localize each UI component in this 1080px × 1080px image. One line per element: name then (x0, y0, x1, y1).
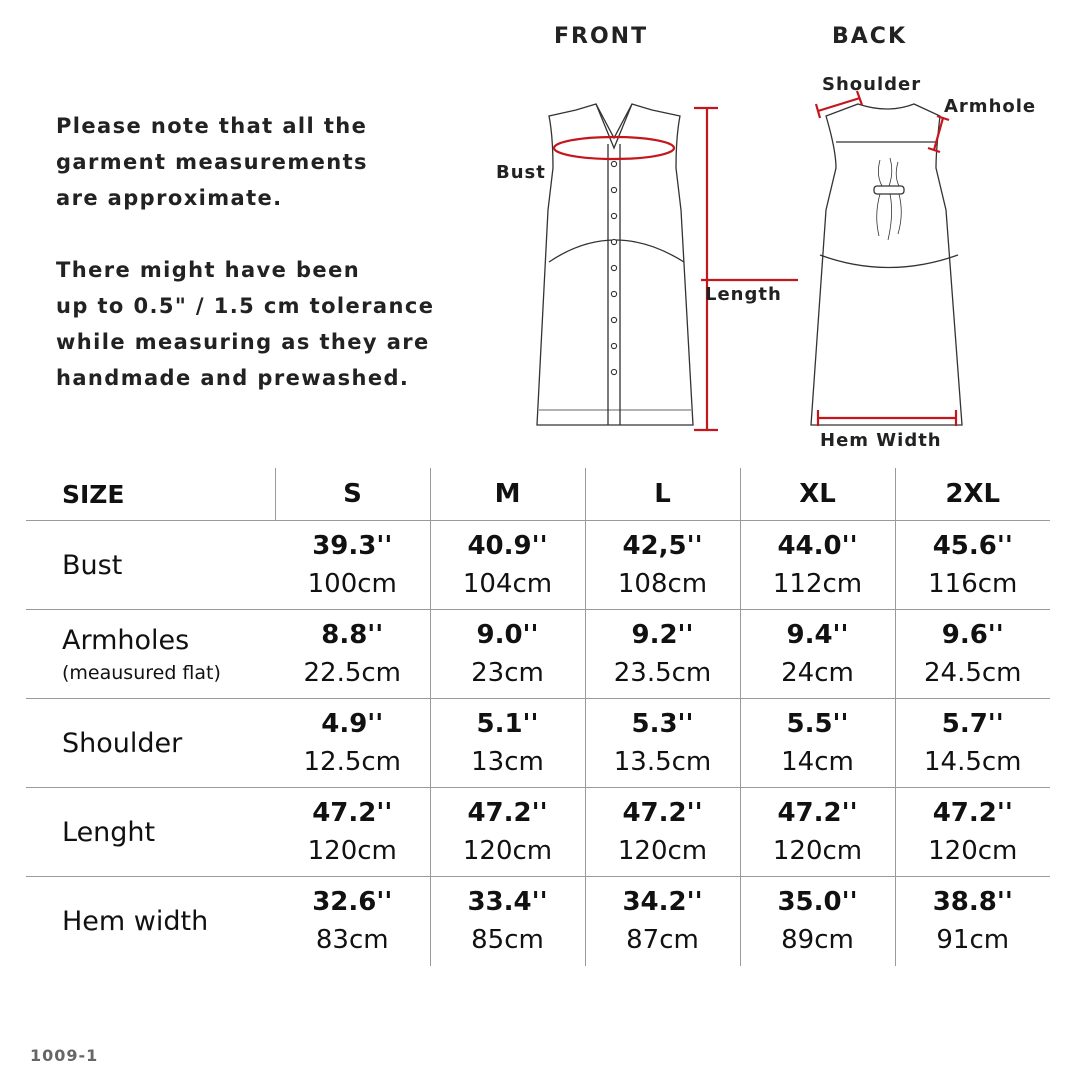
cm-value: 22.5cm (303, 658, 401, 688)
cm-value: 112cm (772, 569, 863, 599)
note-line: garment measurements (56, 150, 368, 174)
cm-value: 14cm (781, 747, 854, 777)
cm-value: 23cm (471, 658, 544, 688)
garment-diagram (0, 0, 1080, 460)
size-column-header: S (275, 468, 430, 521)
inch-value: 5.7'' (941, 709, 1004, 739)
measurement-cell (585, 877, 740, 966)
inch-value: 5.3'' (631, 709, 694, 739)
inch-value: 9.2'' (631, 620, 694, 650)
table-row (26, 610, 1050, 699)
measurement-cell (430, 610, 585, 699)
armhole-label: Armhole (944, 96, 1037, 117)
table-row (26, 521, 1050, 610)
measurement-cell (275, 788, 430, 877)
measurement-cell (895, 699, 1050, 788)
measurement-cell (740, 610, 895, 699)
length-label: Length (705, 284, 782, 305)
cm-value: 116cm (928, 569, 1018, 599)
measurement-cell (740, 877, 895, 966)
measurement-cell (895, 521, 1050, 610)
inch-value: 9.0'' (476, 620, 539, 650)
measurement-label (26, 610, 275, 699)
measurement-cell (895, 877, 1050, 966)
measurement-label (26, 877, 275, 966)
note-line: are approximate. (56, 186, 283, 210)
cm-value: 120cm (307, 836, 397, 866)
measurement-cell (275, 699, 430, 788)
cm-value: 13.5cm (613, 747, 712, 777)
inch-value: 9.4'' (786, 620, 849, 650)
measurement-cell (585, 521, 740, 610)
inch-value: 47.2'' (932, 798, 1013, 828)
inch-value: 47.2'' (622, 798, 703, 828)
inch-value: 47.2'' (467, 798, 548, 828)
note-line: handmade and prewashed. (56, 366, 410, 390)
cm-value: 24cm (781, 658, 854, 688)
armhole-marker (934, 118, 943, 150)
measurement-cell (585, 610, 740, 699)
cm-value: 91cm (936, 925, 1010, 956)
shoulder-marker (818, 98, 860, 111)
measurement-cell (740, 699, 895, 788)
measurement-name: Hem width (62, 905, 209, 937)
measurement-name: Lenght (62, 816, 156, 848)
measurement-cell (740, 788, 895, 877)
size-column-header: L (585, 468, 740, 521)
measurement-cell (430, 877, 585, 966)
cm-value: 87cm (626, 925, 699, 956)
note-line: up to 0.5" / 1.5 cm tolerance (56, 294, 435, 318)
measurement-cell (895, 788, 1050, 877)
cm-value: 23.5cm (613, 658, 712, 688)
inch-value: 5.1'' (476, 709, 539, 739)
measurement-cell (430, 699, 585, 788)
cm-value: 13cm (471, 747, 544, 777)
inch-value: 9.6'' (941, 620, 1004, 650)
note-line: Please note that all the (56, 114, 368, 138)
measurement-cell (895, 610, 1050, 699)
note-line: There might have been (56, 258, 361, 282)
table-row (26, 699, 1050, 788)
front-buttons (611, 161, 616, 374)
measurement-cell (275, 610, 430, 699)
inch-value: 32.6'' (312, 887, 393, 918)
size-column-header: 2XL (895, 468, 1050, 521)
inch-value: 42,5'' (622, 531, 703, 561)
cm-value: 108cm (617, 569, 708, 599)
measurement-cell (585, 788, 740, 877)
cm-value: 120cm (928, 836, 1018, 866)
measurement-cell (740, 521, 895, 610)
cm-value: 100cm (307, 569, 397, 599)
cm-value: 83cm (315, 925, 389, 956)
size-table-body (26, 521, 1050, 966)
measurement-name: Armholes (62, 624, 190, 656)
cm-value: 14.5cm (923, 747, 1022, 777)
inch-value: 4.9'' (321, 709, 384, 739)
cm-value: 120cm (462, 836, 553, 866)
front-view-title: FRONT (554, 24, 649, 49)
inch-value: 44.0'' (777, 531, 858, 561)
shoulder-label: Shoulder (822, 74, 922, 95)
inch-value: 35.0'' (777, 887, 858, 918)
table-row (26, 877, 1050, 966)
inch-value: 34.2'' (622, 887, 703, 918)
size-column-header: XL (740, 468, 895, 521)
measurement-label (26, 699, 275, 788)
cm-value: 12.5cm (303, 747, 401, 777)
inch-value: 40.9'' (467, 531, 548, 561)
measurement-cell (585, 699, 740, 788)
measurement-note: (meausured flat) (62, 661, 221, 684)
inch-value: 38.8'' (932, 887, 1013, 918)
product-code: 1009-1 (30, 1046, 99, 1065)
inch-value: 33.4'' (467, 887, 548, 918)
measurement-name: Bust (62, 549, 123, 581)
size-chart-table (26, 468, 1050, 966)
inch-value: 8.8'' (321, 620, 384, 650)
inch-value: 47.2'' (777, 798, 858, 828)
measurement-cell (430, 521, 585, 610)
inch-value: 47.2'' (312, 798, 393, 828)
back-view-title: BACK (832, 24, 907, 49)
cm-value: 24.5cm (923, 658, 1022, 688)
cm-value: 120cm (772, 836, 863, 866)
bust-label: Bust (496, 162, 546, 183)
size-column-header: M (430, 468, 585, 521)
table-row (26, 788, 1050, 877)
measurement-label (26, 521, 275, 610)
measurement-cell (430, 788, 585, 877)
cm-value: 104cm (462, 569, 553, 599)
measurement-label (26, 788, 275, 877)
size-header-label: SIZE (26, 468, 275, 521)
inch-value: 5.5'' (786, 709, 849, 739)
note-line: while measuring as they are (56, 330, 430, 354)
cm-value: 120cm (617, 836, 708, 866)
hem-width-label: Hem Width (820, 430, 942, 451)
size-header-row (26, 468, 1050, 521)
cm-value: 89cm (781, 925, 854, 956)
inch-value: 45.6'' (932, 531, 1013, 561)
measurement-cell (275, 521, 430, 610)
measurement-cell (275, 877, 430, 966)
measurement-name: Shoulder (62, 727, 183, 759)
cm-value: 85cm (471, 925, 544, 956)
inch-value: 39.3'' (312, 531, 393, 561)
